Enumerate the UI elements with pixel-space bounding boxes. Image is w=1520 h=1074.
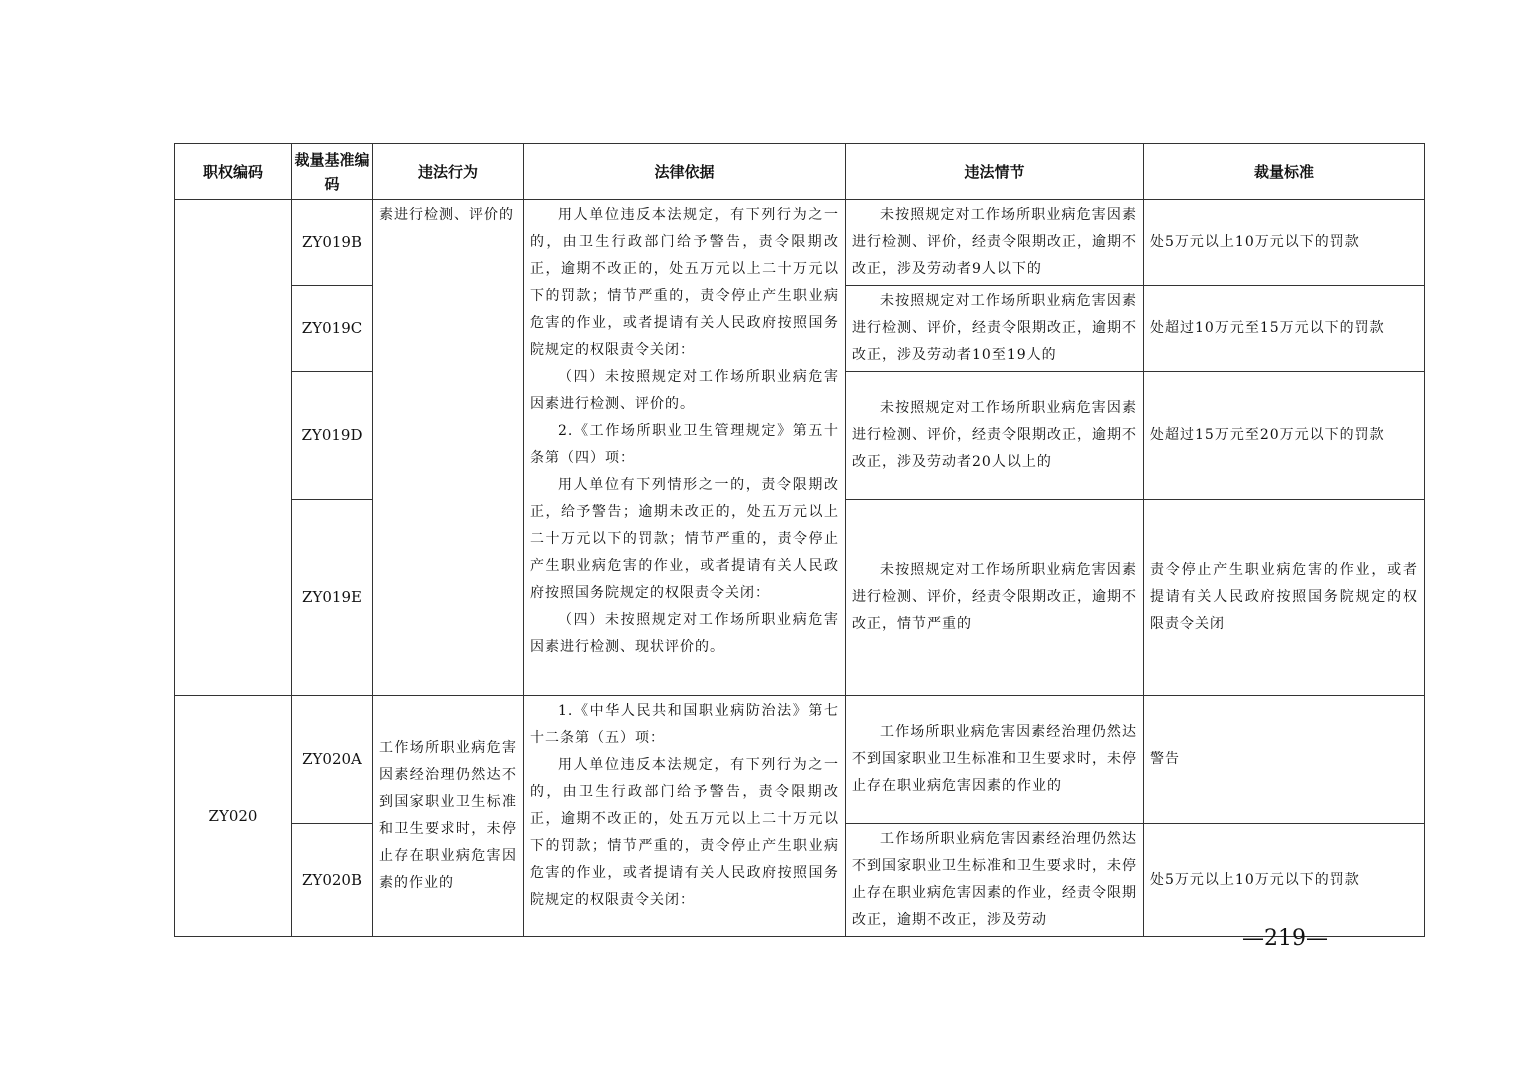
power-code: ZY020	[175, 696, 292, 937]
standard-cell: 警告	[1144, 696, 1425, 824]
legal-basis-paragraph: 用人单位违反本法规定，有下列行为之一的，由卫生行政部门给予警告，责令限期改正，逾期不改正的，处五万元以上二十万元以下的罚款；情节严重的，责令停止产生职业病危害的作业，或者提请有关人民政府按照国务院规定的权限责令关闭：	[530, 757, 839, 908]
header-legal-basis: 法律依据	[524, 144, 846, 200]
header-violation: 违法行为	[373, 144, 524, 200]
page-number: —219—	[1242, 926, 1328, 951]
legal-basis-paragraph: 用人单位违反本法规定，有下列行为之一的，由卫生行政部门给予警告，责令限期改正，逾期不改正的，处五万元以上二十万元以下的罚款；情节严重的，责令停止产生职业病危害的作业，或者提请有关人民政府按照国务院规定的权限责令关闭：	[530, 207, 839, 358]
circumstance-text: 未按照规定对工作场所职业病危害因素进行检测、评价，经责令限期改正，逾期不改正，涉及劳动者9人以下的	[852, 207, 1137, 277]
legal-basis-paragraph: （四）未按照规定对工作场所职业病危害因素进行检测、评价的。	[530, 369, 839, 412]
table-row	[175, 200, 1425, 286]
discretion-table	[174, 143, 1425, 937]
circumstance-cell	[846, 200, 1144, 286]
circumstance-cell	[846, 696, 1144, 824]
standard-cell: 处超过15万元至20万元以下的罚款	[1144, 372, 1425, 500]
header-power-code: 职权编码	[175, 144, 292, 200]
header-benchmark-code: 裁量基准编码	[292, 144, 373, 200]
standard-cell: 处超过10万元至15万元以下的罚款	[1144, 286, 1425, 372]
benchmark-code: ZY019B	[292, 200, 373, 286]
standard-cell: 处5万元以上10万元以下的罚款	[1144, 200, 1425, 286]
circumstance-cell	[846, 500, 1144, 696]
circumstance-text: 未按照规定对工作场所职业病危害因素进行检测、评价，经责令限期改正，逾期不改正，涉及劳动者20人以上的	[852, 400, 1137, 470]
benchmark-code: ZY019C	[292, 286, 373, 372]
violation-cell	[373, 696, 524, 937]
header-circumstance: 违法情节	[846, 144, 1144, 200]
standard-cell: 责令停止产生职业病危害的作业，或者提请有关人民政府按照国务院规定的权限责令关闭	[1144, 500, 1425, 696]
legal-basis-paragraph: 1.《中华人民共和国职业病防治法》第七十二条第（五）项：	[530, 703, 839, 746]
legal-basis-cell	[524, 696, 846, 937]
benchmark-code: ZY020A	[292, 696, 373, 824]
header-standard: 裁量标准	[1144, 144, 1425, 200]
legal-basis-paragraph: 2.《工作场所职业卫生管理规定》第五十条第（四）项：	[530, 423, 839, 466]
violation-text: 素进行检测、评价的	[379, 207, 514, 223]
circumstance-cell	[846, 372, 1144, 500]
benchmark-code: ZY019D	[292, 372, 373, 500]
circumstance-cell	[846, 286, 1144, 372]
legal-basis-paragraph: 用人单位有下列情形之一的，责令限期改正，给予警告；逾期未改正的，处五万元以上二十万元以下的罚款；情节严重的，责令停止产生职业病危害的作业，或者提请有关人民政府按照国务院规定的权限责令关闭：	[530, 477, 839, 601]
power-code-cell	[175, 200, 292, 696]
benchmark-code: ZY020B	[292, 824, 373, 937]
table-row	[175, 696, 1425, 824]
header-row	[175, 144, 1425, 200]
circumstance-cell	[846, 824, 1144, 937]
circumstance-text: 工作场所职业病危害因素经治理仍然达不到国家职业卫生标准和卫生要求时，未停止存在职业病危害因素的作业的	[852, 724, 1137, 794]
standard-cell: 处5万元以上10万元以下的罚款	[1144, 824, 1425, 937]
circumstance-text: 未按照规定对工作场所职业病危害因素进行检测、评价，经责令限期改正，逾期不改正，情节严重的	[852, 562, 1137, 632]
violation-text: 工作场所职业病危害因素经治理仍然达不到国家职业卫生标准和卫生要求时，未停止存在职业病危害因素的作业的	[379, 740, 517, 891]
circumstance-text: 工作场所职业病危害因素经治理仍然达不到国家职业卫生标准和卫生要求时，未停止存在职业病危害因素的作业，经责令限期改正，逾期不改正，涉及劳动	[852, 831, 1137, 928]
benchmark-code: ZY019E	[292, 500, 373, 696]
legal-basis-cell	[524, 200, 846, 696]
circumstance-text: 未按照规定对工作场所职业病危害因素进行检测、评价，经责令限期改正，逾期不改正，涉及劳动者10至19人的	[852, 293, 1137, 363]
legal-basis-paragraph: （四）未按照规定对工作场所职业病危害因素进行检测、现状评价的。	[530, 612, 839, 655]
violation-cell	[373, 200, 524, 696]
